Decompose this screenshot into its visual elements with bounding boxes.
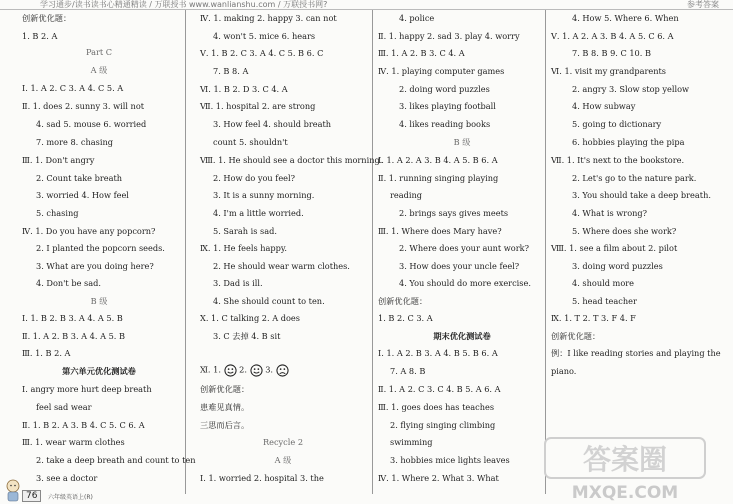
answer-line: 1. B 2. A [22, 31, 58, 41]
answer-line: 2. I planted the popcorn seeds. [36, 243, 165, 253]
answer-line: Ⅲ. 1. Where does Mary have? [378, 226, 502, 236]
answer-line: 4. She should count to ten. [213, 296, 325, 306]
answer-line: 4. police [399, 13, 435, 23]
answer-line: Ⅱ. 1. happy 2. sad 3. play 4. worry [378, 31, 520, 41]
answer-line: Ⅸ. 1. He feels happy. [200, 243, 288, 253]
answer-line: 7. more 8. chasing [36, 137, 113, 147]
answer-line: 4. You should do more exercise. [399, 278, 531, 288]
answer-line: 4. won't 5. mice 6. hears [213, 31, 316, 41]
page-number: 76 [22, 490, 41, 502]
answer-line: 2. Let's go to the nature park. [572, 173, 697, 183]
answer-line: 4. likes reading books [399, 119, 491, 129]
answer-line: 3. C 去掉 4. B sit [213, 331, 281, 341]
answer-line: 3. What are you doing here? [36, 261, 154, 271]
answer-line: Ⅴ. 1. B 2. C 3. A 4. C 5. B 6. C [200, 48, 324, 58]
section-title: 创新优化题： [551, 331, 601, 341]
answer-line: 1. B 2. C 3. A [378, 313, 433, 323]
answer-line: 2. Where does your aunt work? [399, 243, 529, 253]
answer-line: 2. doing word puzzles [399, 84, 490, 94]
answer-line: 2. How do you feel? [213, 173, 296, 183]
answer-line: Ⅷ. 1. see a film about 2. pilot [551, 243, 678, 253]
answer-line: Ⅸ. 1. T 2. T 3. F 4. F [551, 313, 636, 323]
answer-line: Ⅹ. 1. C talking 2. A does [200, 313, 300, 323]
answer-line: 3. Dad is ill. [213, 278, 263, 288]
answer-line: Ⅳ. 1. Where 2. What 3. What [378, 473, 499, 483]
grade-label: 六年级英语上(R) [48, 494, 93, 501]
mascot-icon [3, 478, 23, 502]
answer-line: Ⅱ. 1. A 2. B 3. A 4. A 5. B [22, 331, 126, 341]
answer-line: 2. take a deep breath and count to ten [36, 455, 196, 465]
answer-line: 2. brings says gives meets [399, 208, 509, 218]
answer-line: Ⅱ. 1. B 2. A 3. B 4. C 5. C 6. A [22, 420, 145, 430]
answer-line: 例：I like reading stories and playing the [551, 348, 721, 358]
header-right: 参考答案 [687, 0, 719, 9]
answer-line: Ⅷ. 1. He should see a doctor this morning. [200, 155, 383, 165]
answer-line: 2. He should wear warm clothes. [213, 261, 350, 271]
answer-line: Ⅰ. 1. A 2. A 3. B 4. A 5. B 6. A [378, 155, 498, 165]
answer-line: 3. doing word puzzles [572, 261, 663, 271]
answer-line: 4. What is wrong? [572, 208, 648, 218]
proverb-line: 患难见真情。 [200, 402, 250, 412]
answer-line: 7. B 8. A [213, 66, 249, 76]
level-heading: B 级 [453, 137, 471, 147]
watermark-url: MXQE.COM [571, 483, 679, 502]
answer-line: Ⅵ. 1. B 2. D 3. C 4. A [200, 84, 288, 94]
answer-line: 3. How feel 4. should breath [213, 119, 332, 129]
answer-line: 4. should more [572, 278, 635, 288]
answer-line: Ⅲ. 1. B 2. A [22, 348, 71, 358]
answer-line: swimming [390, 437, 433, 447]
answer-line: piano. [551, 366, 577, 376]
answer-line: 5. Sarah is sad. [213, 226, 277, 236]
watermark-logo [525, 436, 725, 502]
answer-line: 3. see a doctor [36, 473, 98, 483]
face-answer-label: Ⅺ. 1. [200, 364, 221, 375]
answer-line: 5. going to dictionary [572, 119, 662, 129]
answer-line: 2. flying singing climbing [390, 420, 496, 430]
answer-line: 2. Count take breath [36, 173, 123, 183]
answer-line: Ⅱ. 1. running singing playing [378, 173, 499, 183]
answer-line: Ⅶ. 1. hospital 2. are strong [200, 101, 316, 111]
answer-line: Ⅱ. 1. does 2. sunny 3. will not [22, 101, 145, 111]
answer-line: 6. hobbies playing the pipa [572, 137, 685, 147]
answer-line: Ⅲ. 1. goes does has teaches [378, 402, 495, 412]
answer-line: 5. Where does she work? [572, 226, 677, 236]
answer-line: 3. How does your uncle feel? [399, 261, 520, 271]
answer-line: Ⅳ. 1. Do you have any popcorn? [22, 226, 156, 236]
header-rule [0, 9, 733, 10]
answer-line: 5. chasing [36, 208, 79, 218]
answer-line: Ⅰ. 1. worried 2. hospital 3. the [200, 473, 324, 483]
answer-line: 4. How subway [572, 101, 636, 111]
answer-line: Ⅰ. 1. B 2. B 3. A 4. A 5. B [22, 313, 123, 323]
final-test-heading: 期末优化测试卷 [433, 331, 491, 341]
answer-line: Ⅲ. 1. Don't angry [22, 155, 95, 165]
answer-line: 3. hobbies mice lights leaves [390, 455, 510, 465]
column-divider [372, 10, 373, 494]
page-header [0, 0, 733, 9]
unit-test-heading: 第六单元优化测试卷 [62, 366, 136, 376]
answer-line: Ⅱ. 1. A 2. C 3. C 4. B 5. A 6. A [378, 384, 501, 394]
section-title: 创新优化题： [200, 384, 250, 394]
answer-line: Ⅲ. 1. A 2. B 3. C 4. A [378, 48, 465, 58]
answer-line: 4. I'm a little worried. [213, 208, 304, 218]
answer-line: 7. A 8. B [390, 366, 426, 376]
answer-line: Ⅶ. 1. It's next to the bookstore. [551, 155, 685, 165]
smiley-face-icon [250, 364, 263, 377]
level-heading: A 级 [90, 65, 108, 75]
answer-line: 3. You should take a deep breath. [572, 190, 711, 200]
answer-line: Ⅵ. 1. visit my grandparents [551, 66, 667, 76]
answer-line: Ⅳ. 1. playing computer games [378, 66, 505, 76]
answer-line: Ⅰ. 1. A 2. B 3. A 4. B 5. B 6. A [378, 348, 498, 358]
answer-line: 3. worried 4. How feel [36, 190, 129, 200]
column-divider [185, 10, 186, 494]
answer-line: 7. B 8. B 9. C 10. B [572, 48, 651, 58]
answer-line: Ⅰ. angry more hurt deep breath [22, 384, 152, 394]
answer-line: Ⅲ. 1. wear warm clothes [22, 437, 125, 447]
watermark-text: 答案圈 [582, 443, 668, 476]
answer-line: 4. Don't be sad. [36, 278, 101, 288]
answer-line: feel sad wear [36, 402, 92, 412]
level-heading: B 级 [90, 296, 108, 306]
answer-line: Ⅴ. 1. A 2. A 3. B 4. A 5. C 6. A [551, 31, 674, 41]
header-left: 学习通步/读书读书心精通精读 / 万联授书 www.wanlianshu.com / 万联授书网? [40, 0, 328, 9]
section-title: 创新优化题： [378, 296, 428, 306]
answer-line: 4. sad 5. mouse 6. worried [36, 119, 147, 129]
answer-line: 3. likes playing football [399, 101, 496, 111]
smiley-face-icon [224, 364, 237, 377]
answer-line: 5. head teacher [572, 296, 637, 306]
proverb-line: 三思而后言。 [200, 420, 250, 430]
face-answer-label: 2. [239, 364, 247, 375]
answer-line: 2. angry 3. Slow stop yellow [572, 84, 690, 94]
sad-face-icon [276, 364, 289, 377]
answer-line: 4. How 5. Where 6. When [572, 13, 679, 23]
recycle-heading: Recycle 2 [262, 437, 304, 447]
section-title: 创新优化题： [22, 13, 72, 23]
answer-line: Ⅰ. 1. A 2. C 3. A 4. C 5. A [22, 83, 124, 93]
answer-line: 3. It is a sunny morning. [213, 190, 315, 200]
column-divider [545, 10, 546, 494]
level-heading: A 级 [274, 455, 292, 465]
answer-line: count 5. shouldn't [213, 137, 288, 147]
answer-line: reading [390, 190, 423, 200]
face-answer-label: 3. [265, 364, 274, 375]
part-heading: Part C [85, 47, 113, 57]
answer-line: Ⅳ. 1. making 2. happy 3. can not [200, 13, 337, 23]
face-answer-line [200, 364, 289, 377]
